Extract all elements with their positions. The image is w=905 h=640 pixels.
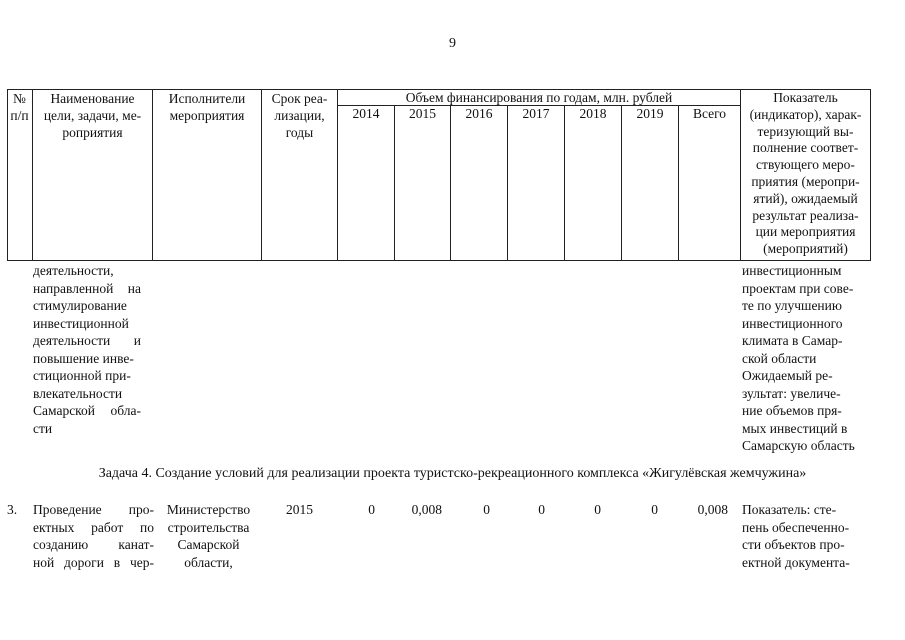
header-name-line: Наименование xyxy=(50,91,135,106)
row3-term: 2015 xyxy=(286,502,313,517)
continuation-name-line: сти xyxy=(33,420,53,436)
continuation-indicator-line: мых инвестиций в xyxy=(742,420,848,436)
continuation-indicator-line: инвестиционного xyxy=(742,315,843,331)
continuation-indicator-line: инвестиционным xyxy=(742,263,842,278)
row3-indicator-line: ектной документа- xyxy=(742,554,850,570)
continuation-indicator-line: проектам при сове- xyxy=(742,280,854,296)
row3-name-line: ектных работ по xyxy=(33,519,154,535)
year-total: Всего xyxy=(692,106,727,121)
header-term-line: годы xyxy=(285,125,314,140)
row3-value-2015: 0,008 xyxy=(411,502,442,517)
col-line xyxy=(394,105,395,261)
header-indicator-line: (индикатор), харак- xyxy=(749,106,862,122)
page-number: 9 xyxy=(449,36,456,51)
row3-name xyxy=(33,501,154,571)
row3-executor-line: области, xyxy=(184,554,233,570)
col-line xyxy=(450,105,451,261)
header-name xyxy=(33,90,152,141)
continuation-name-line: стимулирование xyxy=(33,298,127,313)
row3-indicator-line: пень обеспеченно- xyxy=(742,519,850,535)
row3-value-2019: 0 xyxy=(651,502,658,517)
continuation-indicator-line: Самарскую область xyxy=(742,438,855,453)
row3-executor xyxy=(156,501,261,571)
row3-value-2016: 0 xyxy=(483,502,490,517)
continuation-indicator-line: ской области xyxy=(742,350,817,366)
row3-value-total: 0,008 xyxy=(697,502,728,517)
header-name-line: роприятия xyxy=(62,125,123,140)
header-term-line: лизации, xyxy=(274,108,325,123)
header-indicator-line: ятий), ожидаемый xyxy=(753,190,858,206)
header-indicator-line: ствующего меро- xyxy=(756,157,855,173)
continuation-name-line: деятельности и xyxy=(33,333,141,348)
header-term-line: Срок реа- xyxy=(271,91,328,106)
continuation-indicator-line: Ожидаемый ре- xyxy=(742,368,833,383)
row3-value-2018: 0 xyxy=(594,502,601,517)
header-funding-title: Объем финансирования по годам, млн. рублей xyxy=(405,90,673,105)
task-heading: Задача 4. Создание условий для реализации проекта туристско-рекреационного комплекса «Жигулёвская жемчужина» xyxy=(98,466,807,481)
header-num-line: п/п xyxy=(10,108,29,123)
header-indicator-line: (мероприятий) xyxy=(763,241,848,257)
year-2018: 2018 xyxy=(579,106,607,121)
header-indicator-line: теризующий вы- xyxy=(757,123,854,139)
continuation-name-line: влекательности xyxy=(33,385,123,401)
continuation-indicator-line: те по улучшению xyxy=(742,298,842,313)
row3-value-2017: 0 xyxy=(538,502,545,517)
continuation-indicator-line: климата в Самар- xyxy=(742,333,843,348)
header-indicator-line: результат реализа- xyxy=(752,207,859,223)
header-executors xyxy=(153,90,261,124)
header-indicator-line: полнение соответ- xyxy=(752,140,859,156)
row3-indicator-line: сти объектов про- xyxy=(742,537,845,552)
continuation-indicator-line: зультат: увеличе- xyxy=(742,385,841,401)
continuation-indicator xyxy=(742,262,872,455)
row3-executor-line: Министерство xyxy=(166,502,251,517)
header-term xyxy=(262,90,337,141)
row3-indicator xyxy=(742,501,870,571)
year-2016: 2016 xyxy=(465,106,493,121)
header-indicator-line: Показатель xyxy=(773,90,838,105)
header-indicator-line: приятия (меропри- xyxy=(751,173,860,189)
row3-name-line: ной дороги в чер- xyxy=(33,554,154,570)
continuation-name-line: направленной на xyxy=(33,280,141,296)
col-line xyxy=(564,105,565,261)
header-indicator-line: ции мероприятия xyxy=(755,224,856,240)
continuation-name-line: Самарской обла- xyxy=(33,403,141,418)
continuation-indicator-line: ние объемов пря- xyxy=(742,403,842,418)
header-num-line: № xyxy=(13,91,26,106)
header-num xyxy=(7,90,32,124)
header-executors-line: мероприятия xyxy=(169,108,245,123)
year-2017: 2017 xyxy=(522,106,550,121)
row3-name-line: Проведение про- xyxy=(33,502,154,517)
row3-executor-line: строительства xyxy=(167,519,250,535)
row3-value-2014: 0 xyxy=(368,502,375,517)
continuation-name-line: деятельности, xyxy=(33,263,114,278)
continuation-name xyxy=(33,262,141,437)
col-line xyxy=(870,89,871,261)
continuation-name-line: повышение инве- xyxy=(33,350,134,366)
header-indicator xyxy=(741,90,870,258)
col-line xyxy=(678,105,679,261)
header-table xyxy=(7,89,870,261)
row3-executor-line: Самарской xyxy=(177,537,240,552)
continuation-name-line: стиционной при- xyxy=(33,368,131,383)
continuation-name-line: инвестиционной xyxy=(33,315,129,331)
row3-num: 3. xyxy=(7,502,18,517)
row3-indicator-line: Показатель: сте- xyxy=(742,502,837,517)
row3-name-line: созданию канат- xyxy=(33,537,154,552)
col-line xyxy=(507,105,508,261)
year-2015: 2015 xyxy=(409,106,436,121)
header-name-line: цели, задачи, ме- xyxy=(43,108,142,123)
header-executors-line: Исполнители xyxy=(168,91,246,106)
col-line xyxy=(621,105,622,261)
year-2019: 2019 xyxy=(636,106,664,121)
year-2014: 2014 xyxy=(352,106,380,121)
